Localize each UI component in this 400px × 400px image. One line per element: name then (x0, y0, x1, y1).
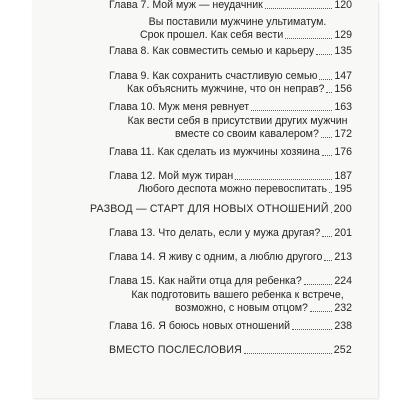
toc-entry-chapter-9 (109, 70, 352, 83)
dot-leader (329, 192, 332, 193)
toc-subentry-line (123, 289, 352, 302)
dot-leader (319, 79, 332, 80)
dot-leader (316, 54, 332, 55)
toc-subentry-cavalier (175, 128, 352, 141)
toc-entry-page: 195 (334, 183, 352, 195)
dot-leader (304, 284, 333, 285)
toc-entry-title: Глава 9. Как сохранить счастливую семью (109, 70, 318, 82)
toc-entry-page: 147 (334, 70, 352, 82)
toc-entry-page: 135 (334, 45, 352, 57)
toc-entry-page: 232 (334, 302, 352, 314)
toc-entry-chapter-10 (109, 101, 352, 114)
toc-subentry-title: Как вести себя в присутствии других мужчин (127, 115, 348, 127)
dot-leader (322, 155, 333, 156)
toc-entry-chapter-7 (109, 0, 352, 12)
toc-entry-chapter-11 (109, 146, 352, 159)
dot-leader (235, 179, 332, 180)
toc-entry-page: 200 (333, 203, 352, 215)
toc-section-title: ВМЕСТО ПОСЛЕСЛОВИЯ (109, 344, 243, 356)
toc-entry-page: 238 (334, 320, 352, 332)
toc-subentry-line (123, 115, 352, 128)
dot-leader (292, 329, 332, 330)
dot-leader (251, 110, 332, 111)
dot-leader (265, 8, 333, 9)
toc-entry-chapter-15 (109, 275, 352, 288)
toc-subentry-title: Как объяснить мужчине, что он неправ? (127, 83, 325, 95)
toc-subentry-title: вместе со своим кавалером? (175, 128, 319, 140)
toc-entry-page: 163 (334, 101, 352, 113)
toc-entry-title: Глава 14. Я живу с одним, а люблю другого (109, 251, 323, 263)
toc-subentry-despot (138, 183, 352, 196)
toc-subentry-title: Как подготовить вашего ребенка к встрече, (131, 289, 344, 301)
toc-entry-page: 187 (334, 170, 352, 182)
toc-entry-page: 252 (333, 344, 352, 356)
toc-section-title: РАЗВОД — СТАРТ ДЛЯ НОВЫХ ОТНОШЕНИЙ (90, 203, 329, 215)
toc-entry-chapter-12 (109, 170, 352, 183)
toc-subentry-title: Любого деспота можно перевоспитать (138, 183, 328, 195)
toc-entry-title: Глава 11. Как сделать из мужчины хозяина (109, 146, 320, 158)
dot-leader (326, 92, 332, 93)
toc-entry-title: Глава 12. Мой муж тиран (109, 170, 234, 182)
toc-subentry-title: Срок прошел. Как себя вести (140, 29, 284, 41)
toc-entry-title: Глава 7. Мой муж — неудачник (109, 0, 263, 11)
toc-subentry-title: возможно, с новым отцом? (175, 302, 308, 314)
toc-entry-page: 201 (334, 227, 352, 239)
toc-subentry-line (123, 16, 352, 29)
dot-leader (324, 260, 332, 261)
toc-entry-page: 156 (334, 83, 352, 95)
dot-leader (321, 137, 332, 138)
toc-entry-title: Глава 8. Как совместить семью и карьеру (109, 45, 315, 57)
toc-section-afterword (109, 344, 352, 357)
dot-leader (310, 311, 332, 312)
toc-entry-page: 120 (334, 0, 352, 11)
dot-leader (244, 353, 332, 354)
toc-entry-chapter-16 (109, 320, 352, 333)
toc-entry-title: Глава 13. Что делать, если у мужа другая? (109, 227, 321, 239)
dot-leader (322, 236, 332, 237)
toc-entry-page: 213 (334, 251, 352, 263)
toc-entry-chapter-14 (109, 251, 352, 264)
dot-leader (331, 212, 332, 213)
toc-entry-title: Глава 16. Я боюсь новых отношений (109, 320, 291, 332)
toc-entry-chapter-13 (109, 227, 352, 240)
book-page (32, 0, 378, 398)
dot-leader (285, 38, 332, 39)
toc-entry-page: 172 (334, 128, 352, 140)
toc-subentry-explain (127, 83, 352, 96)
toc-entry-title: Глава 10. Муж меня ревнует (109, 101, 250, 113)
toc-entry-title: Глава 15. Как найти отца для ребенка? (109, 275, 302, 287)
toc-subentry-title: Вы поставили мужчине ультиматум. (148, 16, 327, 28)
toc-entry-page: 224 (334, 275, 352, 287)
toc-subentry-new-father (175, 302, 352, 315)
toc-section-divorce (90, 203, 352, 216)
toc-entry-page: 176 (334, 146, 352, 158)
toc-entry-page: 129 (334, 29, 352, 41)
toc-entry-chapter-8 (109, 45, 352, 58)
toc-subentry-ultimatum (140, 29, 352, 42)
